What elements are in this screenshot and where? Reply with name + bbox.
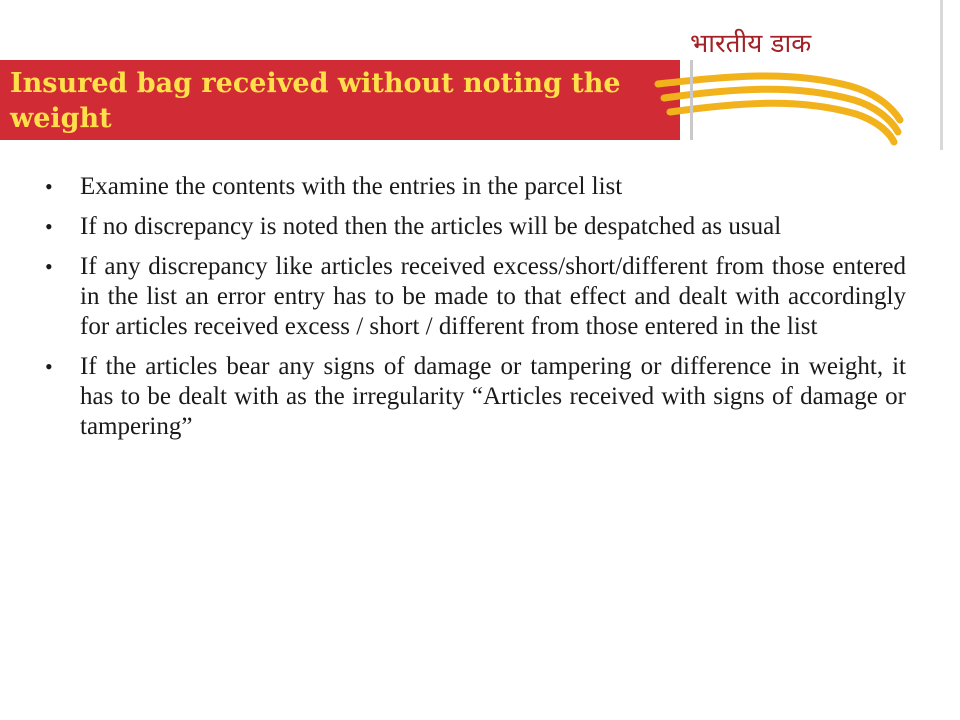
bullet-item	[45, 352, 906, 442]
bullet-marker: •	[45, 214, 53, 239]
bullet-item	[45, 172, 906, 202]
bullet-list	[45, 172, 906, 452]
india-post-logo-icon	[650, 0, 960, 150]
bullet-text: If the articles bear any signs of damage or tampering or difference in weight, it has to be dealt with as the irregularity “Articles received with signs of damage or tampering”	[80, 353, 906, 440]
bullet-item	[45, 212, 906, 242]
slide-title: Insured bag received without noting the weight	[10, 68, 621, 134]
logo-text: भारतीय डाक	[690, 29, 812, 59]
bullet-text: Examine the contents with the entries in the parcel list	[80, 173, 623, 200]
india-post-logo	[650, 0, 960, 150]
bullet-item	[45, 252, 906, 342]
bullet-text: If no discrepancy is noted then the articles will be despatched as usual	[80, 213, 782, 240]
bullet-marker: •	[45, 254, 53, 279]
bullet-text: If any discrepancy like articles received excess/short/different from those entered in the list an error entry has to be made to that effect and dealt with accordingly for articles received excess / short / different from those entered in the list	[80, 253, 906, 340]
bullet-marker: •	[45, 174, 53, 199]
bullet-marker: •	[45, 354, 53, 379]
